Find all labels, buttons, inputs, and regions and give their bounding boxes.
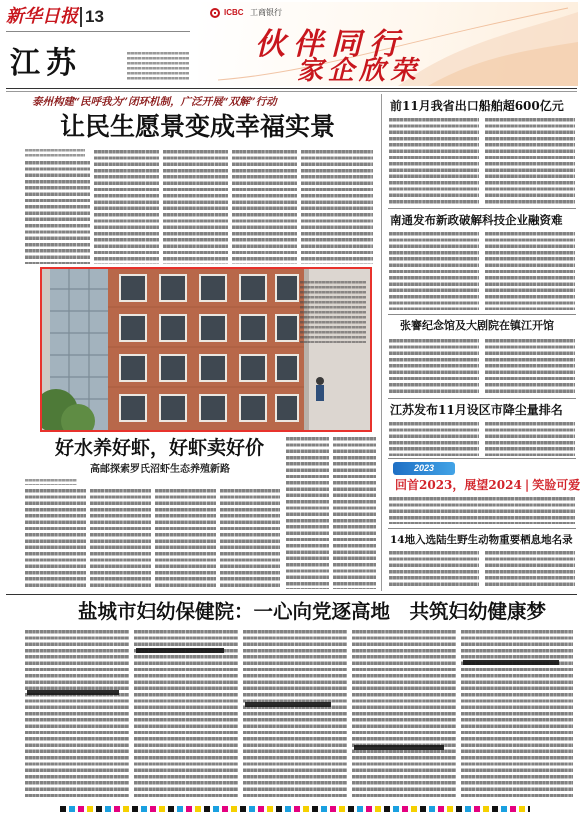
page-number: 13: [80, 7, 104, 27]
icbc-logo-icon: [210, 8, 220, 18]
body-text-column: [243, 630, 347, 800]
brief-divider: [388, 458, 576, 459]
body-text-column: [25, 161, 90, 264]
lead-article-headline[interactable]: 让民生愿景变成幸福实景: [60, 112, 336, 141]
brief-divider: [388, 528, 576, 529]
lead-article-kicker[interactable]: 泰州构建“民呼我为”闭环机制，广泛开展“双解”行动: [32, 96, 277, 108]
body-text-column: [485, 551, 575, 589]
print-color-bar: [60, 806, 530, 812]
bottom-subhead-text: [245, 702, 331, 707]
body-text-column: [461, 630, 573, 800]
brief-headline-ship-exports[interactable]: 前11月我省出口船舶超600亿元: [390, 99, 564, 113]
brief-divider: [388, 398, 576, 399]
body-text-column: [155, 489, 216, 589]
highlighted-news-photo[interactable]: [40, 267, 372, 432]
shrimp-article-subheadline[interactable]: 高邮探索罗氏沼虾生态养殖新路: [90, 464, 230, 475]
lead-article-byline: [25, 149, 85, 158]
feature-title-separator: |: [524, 478, 530, 492]
bottom-feature-headline[interactable]: 盐城市妇幼保健院：一心向党逐高地 共筑妇幼健康梦: [78, 600, 547, 623]
feature-title[interactable]: [395, 478, 580, 493]
brief-headline-memorial-opening[interactable]: 张謇纪念馆及大剧院在镇江开馆: [400, 319, 554, 332]
masthead-info-text: [127, 52, 189, 80]
body-text-column: [134, 630, 238, 800]
body-text-column: [389, 339, 479, 395]
section-title: 江苏: [10, 46, 82, 81]
bottom-subhead-text: [27, 690, 119, 695]
ad-slogan-line1: 伙伴同行: [255, 27, 407, 62]
shrimp-article-byline: [25, 479, 77, 485]
body-text-column: [163, 150, 228, 264]
ad-bank-name: 工商银行: [250, 8, 282, 17]
body-text-column: [485, 339, 575, 395]
body-text-column: [485, 232, 575, 310]
masthead-rule: [6, 31, 190, 32]
body-text-column: [220, 489, 280, 589]
body-text-column: [389, 551, 479, 589]
column-divider: [381, 94, 382, 591]
photo-caption: [300, 281, 366, 343]
brief-headline-nantong-policy[interactable]: 南通发布新政破解科技企业融资难: [390, 213, 563, 227]
bottom-section-rule: [6, 594, 577, 595]
body-text-column: [485, 118, 575, 204]
ad-brand: ICBC: [224, 8, 244, 17]
body-text-column: [25, 489, 86, 589]
bank-advertisement[interactable]: [198, 2, 578, 86]
body-text-column: [232, 150, 297, 264]
body-text-column: [94, 150, 159, 264]
feature-badge: 2023: [393, 462, 455, 475]
bottom-subhead-text: [354, 745, 444, 750]
body-text-column: [389, 118, 479, 204]
body-text-column: [301, 150, 373, 264]
body-text-column: [333, 437, 376, 589]
shrimp-article-headline[interactable]: 好水养好虾，好虾卖好价: [55, 437, 265, 459]
brief-divider: [388, 208, 576, 209]
body-text-column: [352, 630, 456, 800]
body-text-column: [389, 232, 479, 310]
feature-title-tag: 笑脸可爱: [532, 478, 581, 492]
body-text-column: [286, 437, 329, 589]
body-text-column: [389, 422, 479, 456]
bottom-subhead-text: [136, 648, 224, 653]
masthead-bottom-rule-thin: [6, 91, 577, 92]
brief-divider: [388, 314, 576, 315]
ad-slogan-line2: 家企欣荣: [297, 56, 422, 86]
brief-headline-wildlife-habitat[interactable]: 14地入选陆生野生动物重要栖息地名录: [390, 534, 573, 546]
body-text-column: [25, 630, 129, 800]
masthead-bottom-rule: [6, 88, 577, 89]
brief-headline-dust-ranking[interactable]: 江苏发布11月设区市降尘量排名: [390, 403, 563, 417]
body-text-column: [389, 497, 575, 524]
newspaper-logo: 新华日报: [6, 6, 78, 27]
bottom-subhead-text: [463, 660, 559, 665]
body-text-column: [90, 489, 151, 589]
body-text-column: [485, 422, 575, 456]
feature-title-main: 回首2023，展望2024: [395, 478, 522, 492]
